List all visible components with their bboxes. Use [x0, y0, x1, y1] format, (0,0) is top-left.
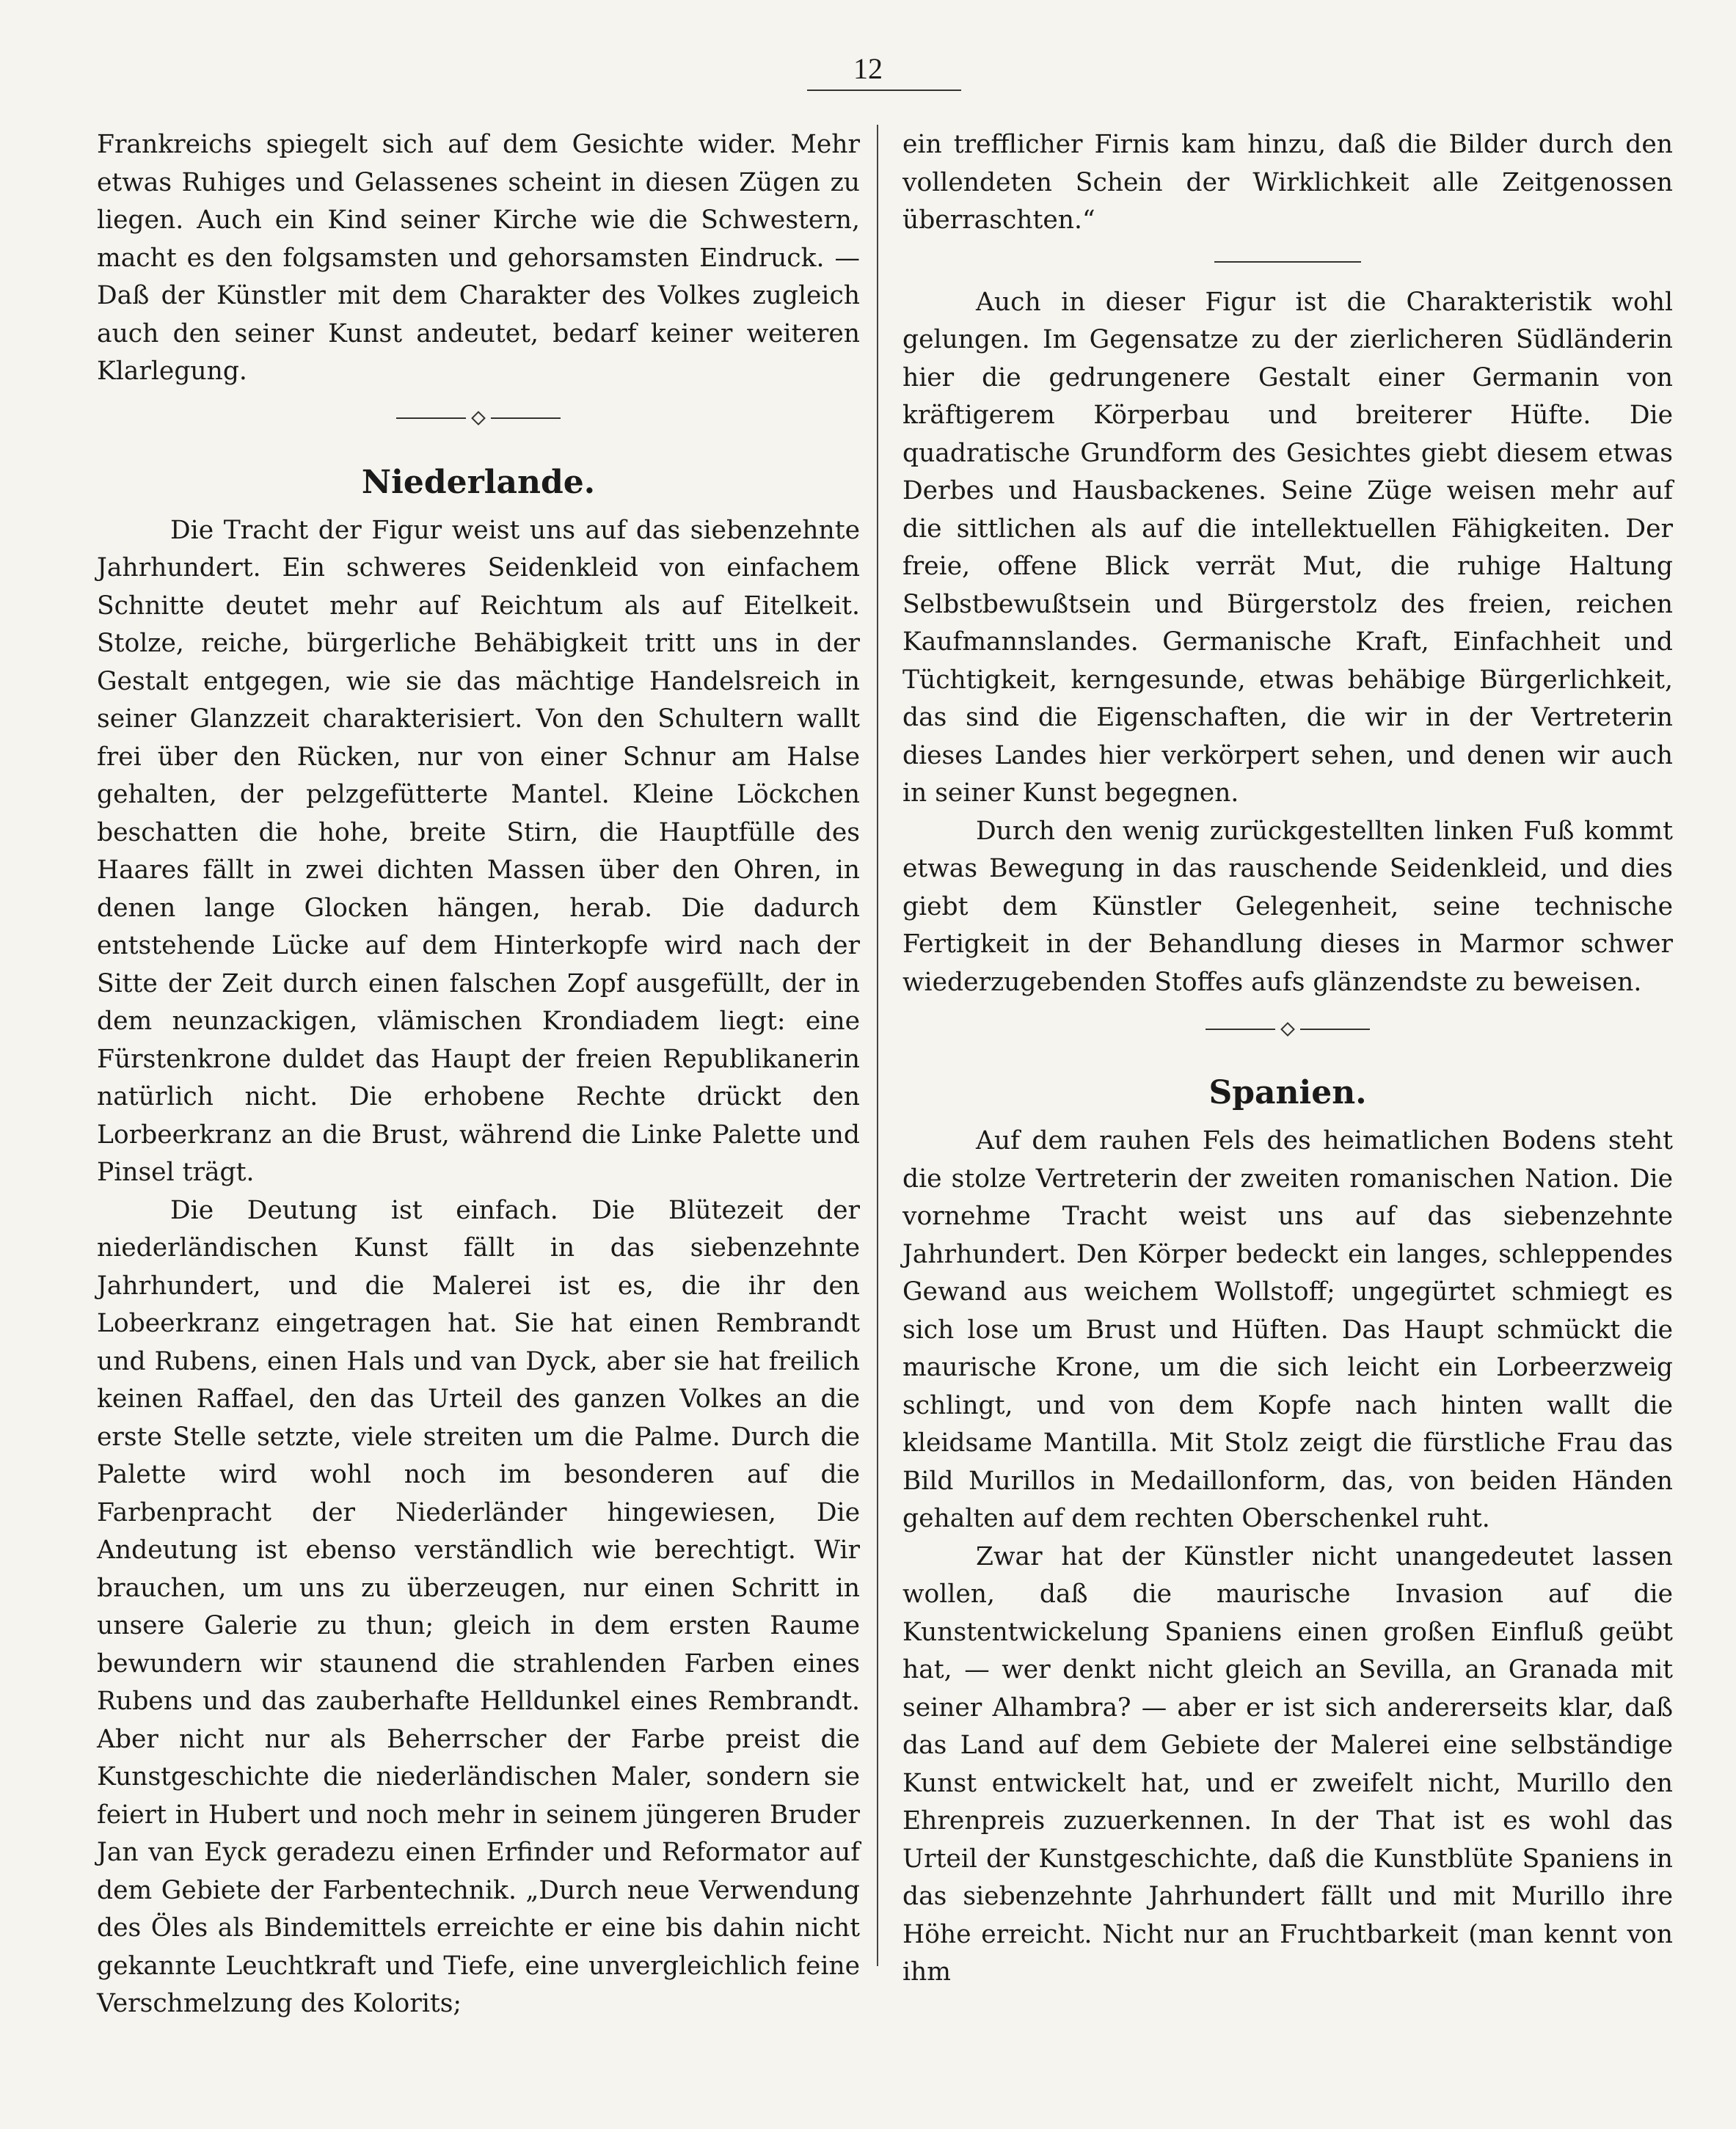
left-paragraph-2: Die Tracht der Figur weist uns auf das siebenzehnte Jahrhundert. Ein schweres Seidenkleid von einfachem Schnitte deutet mehr auf Reichtum als auf Eitelkeit. Stolze, reiche, bürgerliche Behäbigkeit tritt uns in der Gestalt entgegen, wie sie das mächtige Handelsreich in seiner Glanzzeit charakterisiert. Von den Schultern wallt frei über den Rücken, nur von einer Schnur am Halse gehalten, der pelzgefütterte Mantel. Kleine Löckchen beschatten die hohe, breite Stirn, die Hauptfülle des Haares fällt in zwei dichten Massen über den Ohren, in denen lange Glocken hängen, herab. Die dadurch entstehende Lücke auf dem Hinterkopfe wird nach der Sitte der Zeit durch einen falschen Zopf ausgefüllt, der in dem neunzackigen, vlämischen Krondiadem liegt: eine Fürstenkrone duldet das Haupt der freien Republikanerin natürlich nicht. Die erhobene Rechte drückt den Lorbeerkranz an die Brust, während die Linke Palette und Pinsel trägt. — [97, 515, 860, 1187]
right-column — [902, 126, 1673, 1992]
section-heading-niederlande: Niederlande. — [361, 463, 596, 501]
column-divider — [877, 125, 878, 1966]
section-ornament — [97, 391, 860, 446]
right-paragraph-4: Auf dem rauhen Fels des heimatlichen Bodens steht die stolze Vertreterin der zweiten romanischen Nation. Die vornehme Tracht weist uns auf das siebenzehnte Jahrhundert. Den Körper bedeckt ein langes, schleppendes Gewand aus weichem Wollstoff; ungegürtet schmiegt es sich lose um Brust und Hüften. Das Haupt schmückt die maurische Krone, um die sich leicht ein Lorbeerzweig schlingt, und von dem Kopfe nach hinten wallt die kleidsame Mantilla. Mit Stolz zeigt die fürstliche Frau das Bild Murillos in Medaillonform, das, von beiden Händen gehalten auf dem rechten Oberschenkel ruht. — [902, 1126, 1673, 1533]
left-column — [97, 126, 860, 2023]
ornament-diamond-icon — [471, 411, 486, 426]
ornament-line — [491, 417, 561, 419]
ornament-line — [1206, 1029, 1275, 1030]
ornament-line — [396, 417, 466, 419]
short-rule — [902, 240, 1673, 284]
right-paragraph-1: ein trefflicher Firnis kam hinzu, daß die Bilder durch den vollendeten Schein der Wirklichkeit alle Zeitgenossen überraschten.“ — [902, 130, 1673, 235]
page-number: 12 — [853, 52, 883, 85]
left-paragraph-3: Die Deutung ist einfach. Die Blütezeit der niederländischen Kunst fällt in das siebenzehnte Jahrhundert, und die Malerei ist es, die ihr den Lobeerkranz eingetragen hat. Sie hat einen Rembrandt und Rubens, einen Hals und van Dyck, aber sie hat freilich keinen Raffael, den das Urteil des ganzen Volkes an die erste Stelle setzte, viele streiten um die Palme. Durch die Palette wird wohl noch im besonderen auf die Farbenpracht der Niederländer hingewiesen, Die Andeutung ist ebenso verständlich wie berechtigt. Wir brauchen, um uns zu überzeugen, nur einen Schritt in unsere Galerie zu thun; gleich in dem ersten Raume bewundern wir staunend die strahlenden Farben eines Rubens und das zauberhafte Helldunkel eines Rembrandt. Aber nicht nur als Beherrscher der Farbe preist die Kunstgeschichte die niederländischen Maler, sondern sie feiert in Hubert und noch mehr in seinem jüngeren Bruder Jan van Eyck geradezu einen Erfinder und Reformator auf dem Gebiete der Farbentechnik. „Durch neue Verwendung des Öles als Bindemittels erreichte er eine bis dahin nicht gekannte Leuchtkraft und Tiefe, eine unvergleichlich feine Verschmelzung des Kolorits; — [97, 1195, 860, 2018]
section-ornament — [902, 1001, 1673, 1056]
right-paragraph-2: Auch in dieser Figur ist die Charakteristik wohl gelungen. Im Gegensatze zu der zierlicheren Südländerin hier die gedrungenere Gestalt einer Germanin von kräftigerem Körperbau und breiterer Hüfte. Die quadratische Grundform des Gesichtes giebt diesem etwas Derbes und Hausbackenes. Seine Züge weisen mehr auf die sittlichen als auf die intellektuellen Fähigkeiten. Der freie, offene Blick verrät Mut, die ruhige Haltung Selbstbewußtsein und Bürgerstolz des freien, reichen Kaufmannslandes. Germanische Kraft, Einfachheit und Tüchtigkeit, kerngesunde, etwas behäbige Bürgerlichkeit, das sind die Eigenschaften, die wir in der Vertreterin dieses Landes hier verkörpert sehen, und denen wir auch in seiner Kunst begegnen. — [902, 287, 1673, 808]
ornament-line — [1300, 1029, 1370, 1030]
page-number-rule — [807, 90, 961, 91]
section-heading-spanien: Spanien. — [1208, 1074, 1367, 1111]
right-paragraph-5: Zwar hat der Künstler nicht unangedeutet lassen wollen, daß die maurische Invasion auf die Kunstentwickelung Spaniens einen großen Einfluß geübt hat, — wer denkt nicht gleich an Sevilla, an Granada mit seiner Alhambra? — aber er ist sich andererseits klar, daß das Land auf dem Gebiete der Malerei eine selbständige Kunst entwickelt hat, und er zweifelt nicht, Murillo den Ehrenpreis zuzuerkennen. In der That ist es wohl das Urteil der Kunstgeschichte, daß die Kunstblüte Spaniens in das siebenzehnte Jahrhundert fällt und mit Murillo ihre Höhe erreicht. Nicht nur an Fruchtbarkeit (man kennt von ihm — [902, 1541, 1673, 1987]
left-paragraph-1: Frankreichs spiegelt sich auf dem Gesichte wider. Mehr etwas Ruhiges und Gelassenes scheint in diesen Zügen zu liegen. Auch ein Kind seiner Kirche wie die Schwestern, macht es den folgsamsten und gehorsamsten Eindruck. — Daß der Künstler mit dem Charakter des Volkes zugleich auch den seiner Kunst andeutet, bedarf keiner weiteren Klarlegung. — [97, 130, 860, 386]
rule-line — [1214, 261, 1361, 263]
ornament-diamond-icon — [1280, 1022, 1295, 1037]
right-paragraph-3: Durch den wenig zurückgestellten linken Fuß kommt etwas Bewegung in das rauschende Seidenkleid, und dies giebt dem Künstler Gelegenheit, seine technische Fertigkeit in der Behandlung dieses in Marmor schwer wiederzugebenden Stoffes aufs glänzendste zu beweisen. — [902, 816, 1673, 997]
